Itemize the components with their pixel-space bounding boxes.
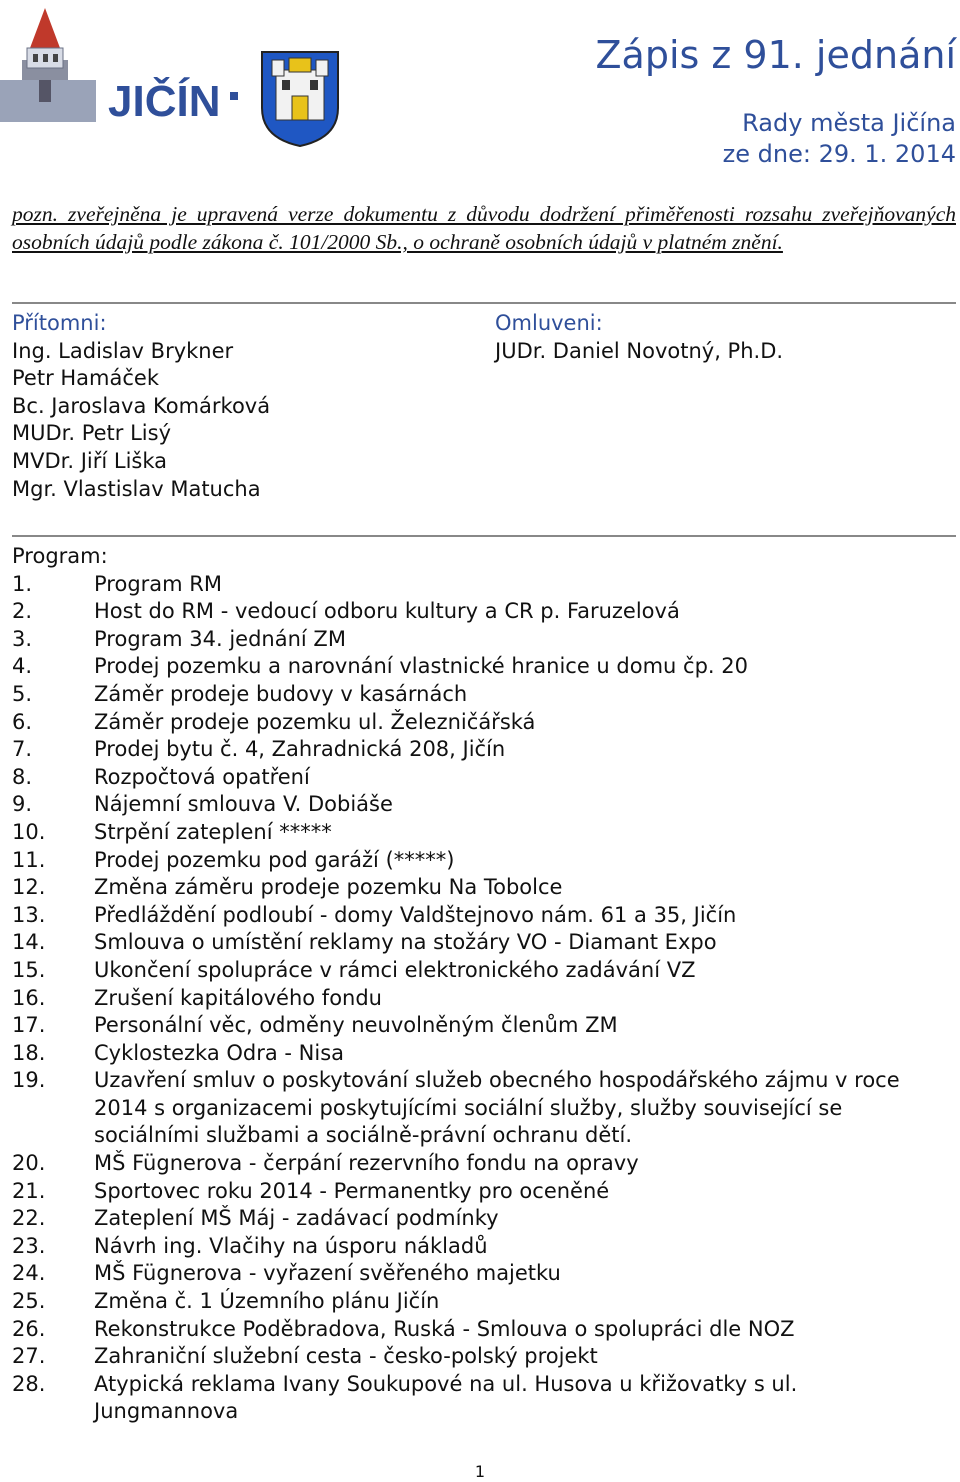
program-item <box>12 1343 956 1371</box>
program-item <box>12 957 956 985</box>
item-number: 2. <box>12 599 33 624</box>
document-header <box>596 30 956 170</box>
item-number: 17. <box>12 1013 46 1038</box>
item-text: MŠ Fügnerova - vyřazení svěřeného majetku <box>94 1261 561 1286</box>
item-number: 11. <box>12 847 46 872</box>
item-number: 26. <box>12 1316 46 1341</box>
present-name: Petr Hamáček <box>12 366 159 391</box>
item-text: Uzavření smluv o poskytování služeb obecného hospodářského zájmu v roce 2014 s organizacemi poskytujícími sociální služby, služby související se sociálními službami a sociálně-právní ochranu dětí. <box>94 1068 900 1148</box>
item-text: Změna č. 1 Územního plánu Jičín <box>94 1289 440 1314</box>
item-number: 5. <box>12 681 33 706</box>
present-name: MVDr. Jiří Liška <box>12 448 168 473</box>
meeting-date: ze dne: 29. 1. 2014 <box>722 140 956 168</box>
program-item <box>12 1150 956 1178</box>
present-name: Mgr. Vlastislav Matucha <box>12 476 261 501</box>
divider <box>12 535 956 537</box>
item-number: 22. <box>12 1206 46 1231</box>
excused-list <box>495 310 783 365</box>
privacy-note: pozn. zveřejněna je upravená verze dokumentu z důvodu dodržení přiměřenosti rozsahu zveřejňovaných osobních údajů podle zákona č. 101/2000 Sb., o ochraně osobních údajů v platném znění. <box>12 202 956 254</box>
item-number: 10. <box>12 819 46 844</box>
program-item <box>12 1205 956 1233</box>
item-text: Zateplení MŠ Máj - zadávací podmínky <box>94 1206 499 1231</box>
item-number: 23. <box>12 1233 46 1258</box>
item-number: 12. <box>12 875 46 900</box>
item-number: 13. <box>12 902 46 927</box>
item-text: Smlouva o umístění reklamy na stožáry VO - Diamant Expo <box>94 930 717 955</box>
item-number: 9. <box>12 792 33 817</box>
item-text: Atypická reklama Ivany Soukupové na ul. Husova u křižovatky s ul. Jungmannova <box>94 1371 798 1424</box>
item-text: Program 34. jednání ZM <box>94 626 346 651</box>
item-text: Sportovec roku 2014 - Permanentky pro oceněné <box>94 1178 610 1203</box>
item-number: 3. <box>12 626 33 651</box>
item-text: Návrh ing. Vlačihy na úsporu nákladů <box>94 1233 488 1258</box>
present-list <box>12 310 270 503</box>
item-number: 1. <box>12 571 33 596</box>
item-text: MŠ Fügnerova - čerpání rezervního fondu na opravy <box>94 1151 639 1176</box>
item-text: Cyklostezka Odra - Nisa <box>94 1040 345 1065</box>
item-number: 8. <box>12 764 33 789</box>
item-number: 18. <box>12 1040 46 1065</box>
document-subtitle: Rady města Jičína <box>742 109 956 137</box>
program-item <box>12 626 956 654</box>
present-name: Ing. Ladislav Brykner <box>12 338 234 363</box>
item-text: Záměr prodeje pozemku ul. Železničářská <box>94 709 536 734</box>
item-text: Zahraniční služební cesta - česko-polský projekt <box>94 1344 598 1369</box>
item-text: Prodej pozemku pod garáží (*****) <box>94 847 455 872</box>
program-item <box>12 598 956 626</box>
program-item <box>12 1316 956 1344</box>
program-item <box>12 1067 956 1150</box>
item-text: Změna záměru prodeje pozemku Na Tobolce <box>94 875 563 900</box>
document-title: Zápis z 91. jednání <box>595 33 956 77</box>
item-number: 4. <box>12 654 33 679</box>
item-number: 7. <box>12 737 33 762</box>
program-item <box>12 819 956 847</box>
item-number: 24. <box>12 1261 46 1286</box>
item-text: Ukončení spolupráce v rámci elektronického zadávání VZ <box>94 957 696 982</box>
present-heading: Přítomni: <box>12 311 107 335</box>
item-number: 15. <box>12 957 46 982</box>
item-text: Záměr prodeje budovy v kasárnách <box>94 681 468 706</box>
excused-name: JUDr. Daniel Novotný, Ph.D. <box>495 338 784 363</box>
item-text: Strpění zateplení ***** <box>94 819 332 844</box>
program-item <box>12 571 956 599</box>
page-number: 1 <box>474 1462 486 1481</box>
present-name: Bc. Jaroslava Komárková <box>12 393 271 418</box>
item-number: 16. <box>12 985 46 1010</box>
program-item <box>12 764 956 792</box>
item-number: 27. <box>12 1344 46 1369</box>
item-text: Program RM <box>94 571 222 596</box>
excused-heading: Omluveni: <box>495 311 603 335</box>
program-item <box>12 874 956 902</box>
program-item <box>12 736 956 764</box>
item-number: 20. <box>12 1151 46 1176</box>
item-number: 21. <box>12 1178 46 1203</box>
program-item <box>12 1233 956 1261</box>
item-text: Host do RM - vedoucí odboru kultury a CR p. Faruzelová <box>94 599 680 624</box>
program-item <box>12 681 956 709</box>
program-item <box>12 847 956 875</box>
item-text: Rozpočtová opatření <box>94 764 310 789</box>
program-heading: Program: <box>12 544 108 568</box>
program-item <box>12 1178 956 1206</box>
item-text: Prodej bytu č. 4, Zahradnická 208, Jičín <box>94 737 506 762</box>
present-name: MUDr. Petr Lisý <box>12 421 171 446</box>
logo-text: JIČÍN <box>108 77 221 126</box>
item-text: Zrušení kapitálového fondu <box>94 985 382 1010</box>
program-item <box>12 1260 956 1288</box>
program-list <box>12 543 956 1426</box>
item-number: 19. <box>12 1068 46 1093</box>
program-item <box>12 653 956 681</box>
item-number: 14. <box>12 930 46 955</box>
program-item <box>12 902 956 930</box>
program-item <box>12 1012 956 1040</box>
item-text: Rekonstrukce Poděbradova, Ruská - Smlouva o spolupráci dle NOZ <box>94 1316 795 1341</box>
item-number: 25. <box>12 1289 46 1314</box>
item-number: 6. <box>12 709 33 734</box>
item-text: Personální věc, odměny neuvolněným členům ZM <box>94 1013 618 1038</box>
program-item <box>12 791 956 819</box>
program-item <box>12 1371 956 1426</box>
item-text: Prodej pozemku a narovnání vlastnické hranice u domu čp. 20 <box>94 654 748 679</box>
program-item <box>12 985 956 1013</box>
program-item <box>12 1288 956 1316</box>
item-text: Předláždění podloubí - domy Valdštejnovo nám. 61 a 35, Jičín <box>94 902 737 927</box>
program-item <box>12 709 956 737</box>
item-text: Nájemní smlouva V. Dobiáše <box>94 792 393 817</box>
program-item <box>12 1040 956 1068</box>
city-logo <box>0 0 345 150</box>
divider <box>12 302 956 304</box>
program-item <box>12 929 956 957</box>
item-number: 28. <box>12 1371 46 1396</box>
